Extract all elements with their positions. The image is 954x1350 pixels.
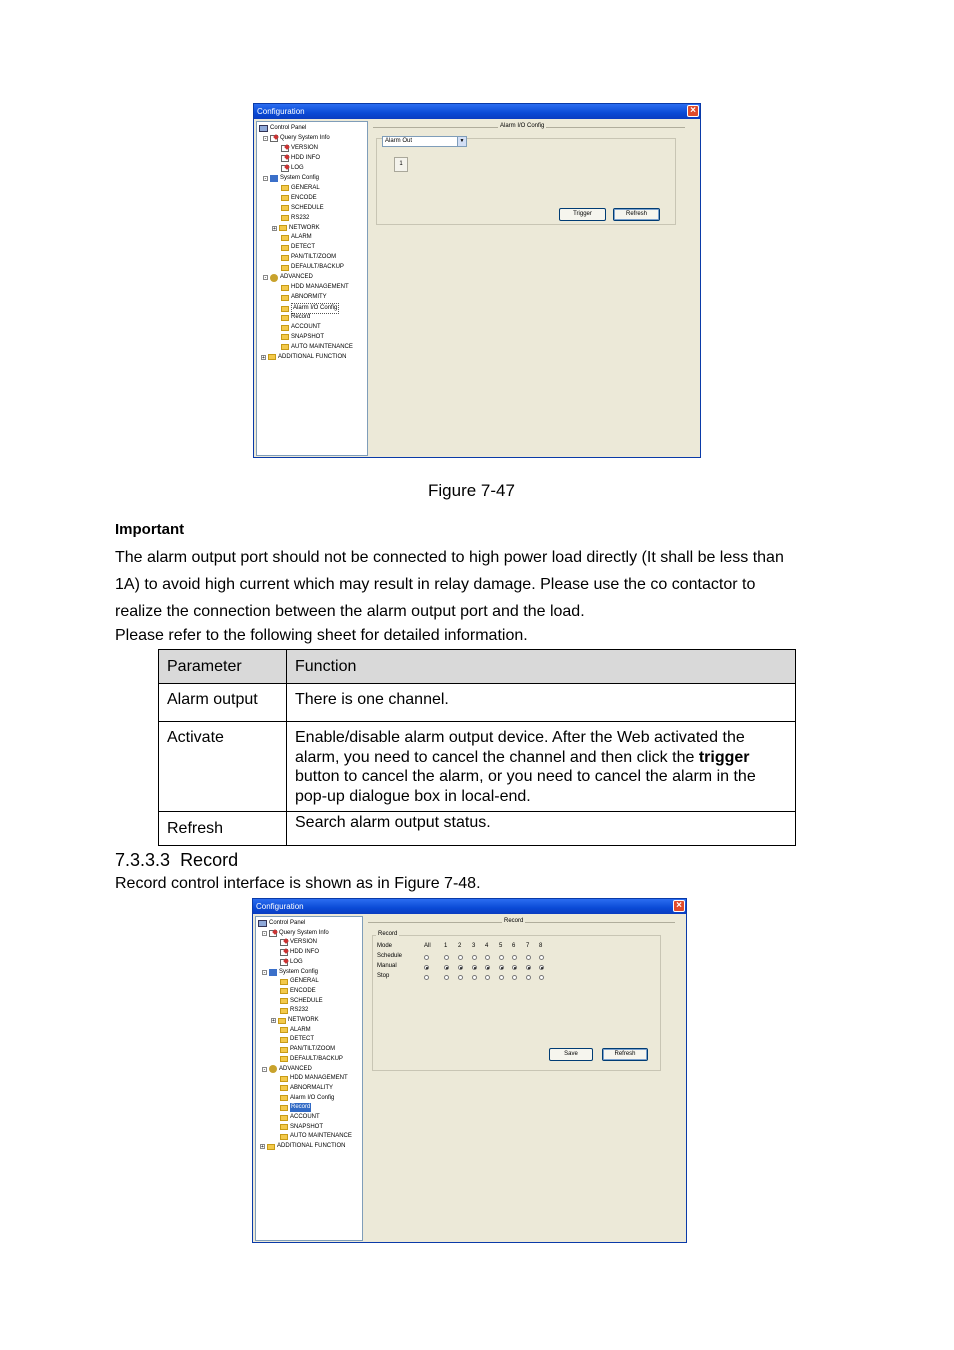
tree-item[interactable] (280, 1035, 314, 1044)
document-icon (280, 939, 288, 946)
folder-icon (281, 245, 289, 251)
mode-label: Schedule (377, 953, 403, 959)
channel-radio[interactable] (526, 965, 531, 970)
refresh-button[interactable]: Refresh (602, 1048, 648, 1061)
gear-icon (269, 1065, 277, 1073)
folder-icon (280, 979, 288, 985)
tree-item-label: ABNORMALITY (290, 1084, 334, 1091)
tree-item[interactable] (280, 1006, 308, 1015)
mode-label: Stop (377, 973, 390, 979)
tree-item[interactable] (281, 323, 321, 332)
channel-column-header: 7 (526, 943, 530, 949)
window-titlebar (253, 899, 686, 914)
expand-icon[interactable]: + (262, 354, 265, 361)
tree-item-label: NETWORK (289, 224, 320, 231)
function-cell (287, 722, 796, 812)
tree-item[interactable] (281, 313, 310, 322)
tree-item-label: ABNORMITY (291, 294, 327, 301)
channel-radio[interactable] (499, 965, 504, 970)
tree-item-label: VERSION (291, 144, 319, 151)
tree-item-label: System Config (279, 968, 319, 975)
tree-item-label: Query System Info (280, 134, 330, 141)
group-title: Alarm I/O Config (500, 123, 545, 129)
tree-item[interactable] (281, 164, 304, 173)
channel-radio[interactable] (526, 955, 531, 960)
config-tree (256, 121, 368, 456)
tree-item-label: VERSION (290, 939, 318, 946)
tree-item-label: NETWORK (288, 1017, 319, 1023)
document-icon (269, 930, 277, 937)
table-header-row (159, 650, 796, 684)
folder-icon (281, 185, 289, 191)
folder-icon (280, 1134, 288, 1140)
tree-item-label: PAN/TILT/ZOOM (291, 254, 337, 261)
channel-radio[interactable] (458, 955, 463, 960)
tree-item-label: ACCOUNT (291, 324, 321, 330)
tree-item-label: DETECT (291, 244, 315, 251)
tree-item-label: LOG (291, 164, 304, 171)
collapse-icon[interactable]: - (263, 1066, 266, 1073)
record-panel (364, 916, 685, 1241)
folder-icon (280, 1047, 288, 1053)
tree-item[interactable] (262, 929, 329, 938)
tree-item-label: ACCOUNT (290, 1114, 320, 1120)
tree-item-label: System Config (280, 174, 320, 181)
mode-column-header: Mode (377, 943, 393, 949)
folder-icon (281, 215, 289, 221)
channel-column-header: 3 (472, 943, 476, 949)
folder-icon (267, 1144, 275, 1150)
channel-column-header: 5 (499, 943, 503, 949)
function-text: Enable/disable alarm output device. After the Web activated the alarm, you need to cancel the channel and then click the (295, 729, 745, 766)
document-icon (281, 145, 289, 152)
channel-radio[interactable] (472, 955, 477, 960)
tree-item-label: SNAPSHOT (290, 1123, 324, 1130)
tree-item-label: PAN/TILT/ZOOM (290, 1046, 336, 1053)
tree-item[interactable] (262, 1065, 312, 1074)
header-function: Function (287, 650, 796, 684)
tree-item-label: Query System Info (279, 929, 329, 936)
tree-item[interactable] (280, 1103, 311, 1112)
tree-item-label: DEFAULT/BACKUP (291, 264, 344, 271)
folder-icon (280, 998, 288, 1004)
tree-item-label: RS232 (290, 1007, 309, 1014)
folder-icon (281, 306, 289, 312)
tree-item[interactable] (281, 214, 309, 223)
computer-icon (258, 920, 267, 927)
tree-item[interactable] (280, 1026, 311, 1035)
channel-radio[interactable] (444, 955, 449, 960)
table-row (159, 722, 796, 812)
channel-column-header: 1 (444, 943, 448, 949)
expand-icon[interactable]: + (272, 1018, 275, 1024)
tree-item[interactable] (281, 253, 336, 262)
tree-item[interactable] (281, 283, 349, 292)
folder-icon (281, 344, 289, 350)
folder-icon (281, 285, 289, 291)
folder-icon (280, 988, 288, 994)
tree-item-label: Control Panel (270, 125, 307, 131)
refresh-button[interactable]: Refresh (613, 208, 660, 221)
channel-radio[interactable] (499, 975, 504, 980)
function-cell: There is one channel. (287, 684, 796, 722)
all-radio[interactable] (424, 955, 429, 960)
alarm-type-select[interactable] (382, 136, 467, 147)
function-text: button to cancel the alarm, or you need to cancel the alarm in the pop-up dialogue box in local-end. (295, 768, 756, 805)
tree-item[interactable] (280, 1094, 334, 1103)
channel-radio[interactable] (526, 975, 531, 980)
section-number: 7.3.3.3 (115, 850, 171, 870)
folder-icon (280, 1076, 288, 1082)
tree-item[interactable] (271, 1016, 319, 1025)
channel-column-header: All (424, 943, 431, 949)
computer-icon (259, 125, 268, 132)
folder-icon (281, 205, 289, 211)
param-cell: Activate (159, 722, 287, 812)
tree-item[interactable] (280, 977, 319, 986)
channel-radio[interactable] (499, 955, 504, 960)
important-line-4: Please refer to the following sheet for detailed information. (115, 627, 528, 644)
tree-item-label: DETECT (290, 1036, 314, 1043)
channel-radio[interactable] (472, 975, 477, 980)
tree-item[interactable] (281, 343, 353, 352)
channel-radio[interactable] (485, 955, 490, 960)
config-window-record (252, 898, 687, 1243)
tree-item-label: SCHEDULE (290, 997, 323, 1004)
tree-item[interactable] (281, 154, 320, 163)
tree-item-label: ADVANCED (280, 274, 313, 281)
tree-item-label: ENCODE (291, 194, 317, 201)
tree-item-label: ADDITIONAL FUNCTION (278, 353, 347, 360)
folder-icon (280, 1056, 288, 1062)
folder-icon (281, 334, 289, 340)
folder-icon (281, 325, 289, 331)
important-heading: Important (115, 521, 185, 538)
tree-item[interactable] (272, 224, 320, 233)
folder-icon (281, 315, 289, 321)
folder-icon (280, 1027, 288, 1033)
tree-item[interactable] (280, 958, 303, 967)
channel-radio[interactable] (444, 965, 449, 970)
all-radio[interactable] (424, 965, 429, 970)
important-line-2: 1A) to avoid high current which may result in relay damage. Please use the co contactor to (115, 576, 756, 593)
collapse-icon[interactable]: - (264, 135, 267, 142)
alarm-out-channel[interactable]: 1 (394, 157, 408, 172)
param-cell: Alarm output (159, 684, 287, 722)
tree-item-label: HDD MANAGEMENT (291, 284, 349, 291)
config-window-alarm-io (253, 103, 701, 458)
channel-radio[interactable] (539, 955, 544, 960)
folder-icon (281, 255, 289, 261)
tree-item-label: HDD INFO (290, 949, 319, 956)
header-parameter: Parameter (159, 650, 287, 684)
tree-item-label: SCHEDULE (291, 204, 324, 211)
gear-icon (270, 274, 278, 282)
figure-caption: Figure 7-47 (428, 481, 515, 500)
folder-icon (280, 1008, 288, 1014)
window-title: Configuration (256, 902, 304, 911)
channel-radio[interactable] (444, 975, 449, 980)
folder-icon (281, 235, 289, 241)
channel-radio[interactable] (539, 965, 544, 970)
tree-item[interactable] (280, 1045, 335, 1054)
folder-icon (278, 1018, 286, 1024)
tree-item[interactable] (262, 968, 318, 977)
tree-item[interactable] (280, 1074, 348, 1083)
channel-radio[interactable] (485, 975, 490, 980)
folder-icon (280, 1085, 288, 1091)
folder-icon (280, 1124, 288, 1130)
tree-item-label: Control Panel (269, 920, 306, 926)
channel-radio[interactable] (485, 965, 490, 970)
section-intro: Record control interface is shown as in Figure 7-48. (115, 875, 481, 892)
tree-item[interactable] (281, 204, 324, 213)
all-radio[interactable] (424, 975, 429, 980)
tree-item[interactable] (281, 184, 320, 193)
folder-icon (280, 1095, 288, 1101)
close-icon[interactable]: × (687, 105, 699, 117)
tree-item[interactable] (280, 1055, 343, 1064)
config-tree (255, 916, 363, 1241)
important-line-3: realize the connection between the alarm output port and the load. (115, 603, 585, 620)
document-icon (280, 949, 288, 956)
function-cell: Search alarm output status. (287, 812, 796, 846)
tree-item-label: Alarm I/O Config (291, 303, 339, 314)
channel-radio[interactable] (512, 975, 517, 980)
channel-radio[interactable] (472, 965, 477, 970)
tree-item-label: Alarm I/O Config (290, 1094, 335, 1101)
tree-item-label: Record (291, 314, 311, 321)
tree-item-label: LOG (290, 958, 303, 965)
tree-item[interactable] (281, 263, 344, 272)
channel-radio[interactable] (458, 965, 463, 970)
tree-item-label: GENERAL (291, 184, 320, 191)
tree-item[interactable] (259, 124, 306, 133)
tree-item[interactable] (280, 997, 323, 1006)
tree-item-label: AUTO MAINTENANCE (290, 1133, 352, 1140)
channel-column-header: 8 (539, 943, 543, 949)
tree-item[interactable] (261, 353, 346, 362)
tree-item-label: ADVANCED (279, 1065, 312, 1072)
channel-column-header: 2 (458, 943, 462, 949)
tree-item-label: GENERAL (290, 978, 319, 985)
tree-item-label: ALARM (290, 1026, 311, 1033)
tree-item-label: ADDITIONAL FUNCTION (277, 1143, 346, 1150)
tree-item[interactable] (281, 243, 315, 252)
tree-item-label: SNAPSHOT (291, 333, 325, 340)
channel-column-header: 6 (512, 943, 516, 949)
tree-item[interactable] (258, 919, 305, 928)
settings-icon (270, 175, 278, 182)
tree-item[interactable] (280, 948, 319, 957)
save-button[interactable]: Save (549, 1048, 593, 1061)
tree-item[interactable] (281, 333, 324, 342)
tree-item-label: RS232 (291, 214, 310, 221)
trigger-button[interactable]: Trigger (559, 208, 606, 221)
collapse-icon[interactable]: - (264, 175, 267, 182)
folder-icon (281, 195, 289, 201)
window-titlebar (254, 104, 700, 119)
document-icon (281, 165, 289, 172)
mode-label: Manual (377, 963, 397, 969)
alarm-io-panel (369, 121, 699, 456)
tree-item[interactable] (260, 1142, 345, 1151)
parameter-table (158, 649, 796, 846)
folder-icon (280, 1105, 288, 1111)
tree-item[interactable] (263, 273, 313, 282)
expand-icon[interactable]: + (273, 225, 276, 232)
channel-radio[interactable] (458, 975, 463, 980)
tree-item[interactable] (280, 1113, 320, 1122)
table-row (159, 812, 796, 846)
important-line-1: The alarm output port should not be connected to high power load directly (It shall be less than (115, 549, 784, 566)
inner-group-title: Record (378, 931, 398, 937)
collapse-icon[interactable]: - (263, 969, 266, 976)
folder-icon (279, 225, 287, 231)
folder-icon (268, 354, 276, 360)
param-cell: Refresh (159, 812, 287, 846)
collapse-icon[interactable]: - (264, 275, 267, 282)
tree-item[interactable] (280, 1123, 323, 1132)
channel-radio[interactable] (512, 965, 517, 970)
tree-item[interactable] (281, 144, 318, 153)
folder-icon (281, 295, 289, 301)
tree-item[interactable] (280, 1132, 352, 1141)
tree-item[interactable] (263, 174, 319, 183)
window-title: Configuration (257, 107, 305, 116)
chevron-down-icon[interactable]: ▼ (457, 137, 466, 146)
expand-icon[interactable]: + (261, 1144, 264, 1151)
tree-item-label: DEFAULT/BACKUP (290, 1055, 343, 1062)
tree-item[interactable] (280, 1084, 333, 1093)
folder-icon (280, 1037, 288, 1043)
document-icon (280, 959, 288, 966)
tree-item[interactable] (280, 938, 317, 947)
section-heading (115, 850, 238, 871)
channel-radio[interactable] (512, 955, 517, 960)
tree-item[interactable] (281, 233, 312, 242)
alarm-type-value: Alarm Out (385, 138, 413, 144)
tree-item-label: HDD INFO (291, 154, 320, 161)
outer-group-title: Record (504, 918, 524, 924)
tree-item[interactable] (263, 134, 330, 143)
tree-item-label: Record (291, 1104, 311, 1111)
document-icon (281, 155, 289, 162)
table-row (159, 684, 796, 722)
tree-item-label: HDD MANAGEMENT (290, 1075, 348, 1082)
tree-item-label: AUTO MAINTENANCE (291, 343, 353, 350)
document-icon (270, 135, 278, 142)
section-title: Record (180, 850, 239, 870)
trigger-keyword: trigger (698, 748, 750, 766)
tree-item[interactable] (280, 987, 316, 996)
collapse-icon[interactable]: - (263, 930, 266, 937)
tree-item[interactable] (281, 293, 327, 302)
channel-column-header: 4 (485, 943, 489, 949)
close-icon[interactable]: × (673, 900, 685, 912)
channel-radio[interactable] (539, 975, 544, 980)
tree-item-label: ALARM (291, 234, 312, 241)
folder-icon (280, 1115, 288, 1121)
folder-icon (281, 265, 289, 271)
tree-item-label: ENCODE (290, 987, 316, 994)
tree-item[interactable] (281, 194, 317, 203)
settings-icon (269, 969, 277, 976)
